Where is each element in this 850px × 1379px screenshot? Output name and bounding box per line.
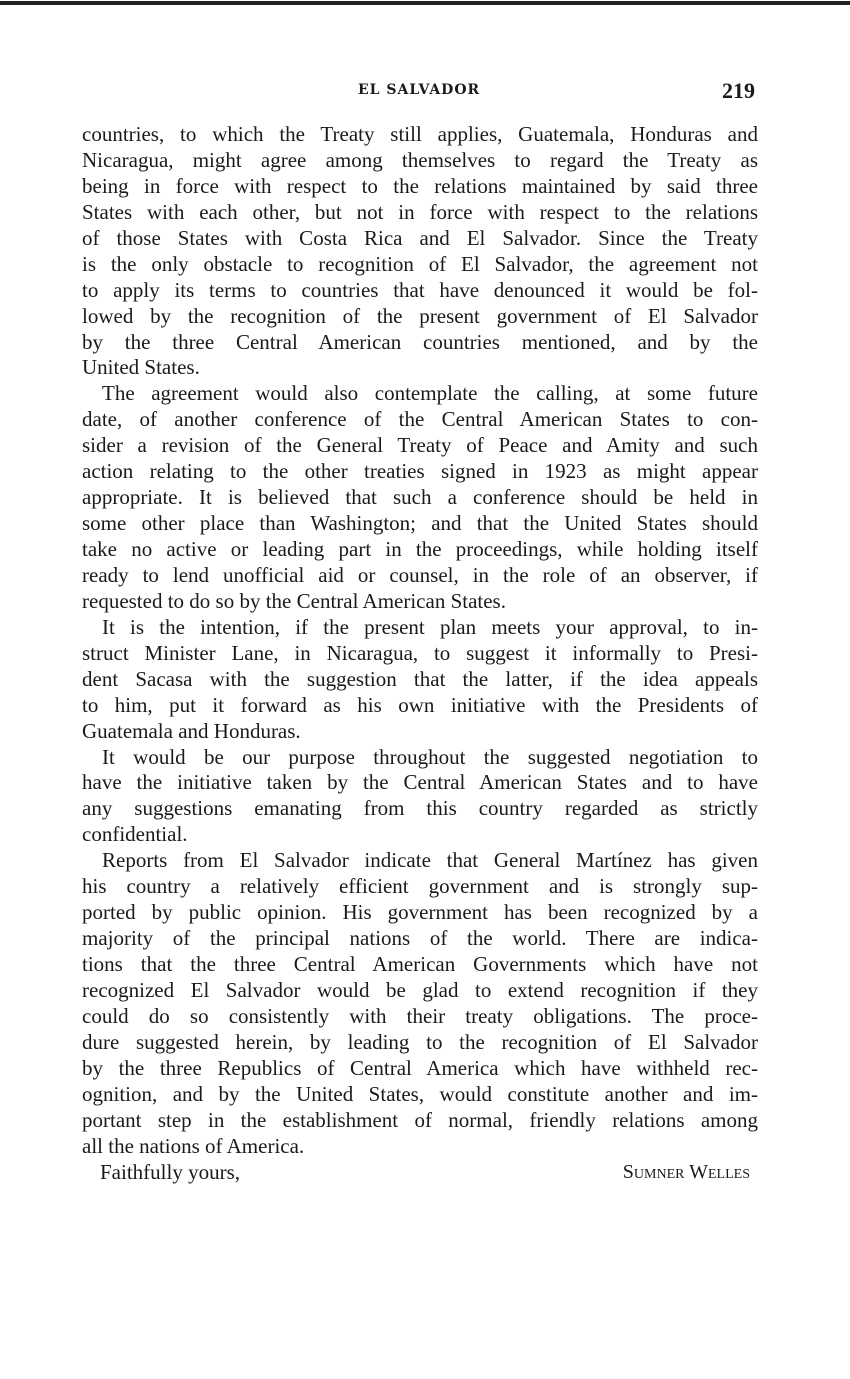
text-line: lowed by the recognition of the present government of El Salvador <box>82 303 758 328</box>
top-rule <box>0 1 850 5</box>
text-line: being in force with respect to the relations maintained by said three <box>82 173 758 198</box>
text-line: have the initiative taken by the Central American States and to have <box>82 770 758 795</box>
text-line: his country a relatively efficient government and is strongly sup- <box>82 874 758 899</box>
text-line: It is the intention, if the present plan meets your approval, to in- <box>102 614 758 639</box>
text-line: some other place than Washington; and that the United States should <box>82 511 758 536</box>
paragraph <box>82 614 758 744</box>
text-line: action relating to the other treaties signed in 1923 as might appear <box>82 459 758 484</box>
text-line: to him, put it forward as his own initiative with the Presidents of <box>82 692 758 717</box>
paragraph <box>82 744 758 848</box>
text-line: to apply its terms to countries that have denounced it would be fol- <box>82 277 758 302</box>
text-line: tions that the three Central American Governments which have not <box>82 952 758 976</box>
text-line: all the nations of America. <box>82 1133 305 1158</box>
text-line: States with each other, but not in force with respect to the relations <box>82 199 758 224</box>
text-line: United States. <box>82 355 200 380</box>
salutation: Faithfully yours, <box>100 1159 240 1184</box>
text-line: ported by public opinion. His government has been recognized by a <box>82 900 758 925</box>
text-line: ognition, and by the United States, would constitute another and im- <box>82 1081 758 1106</box>
text-line: sider a revision of the General Treaty of Peace and Amity and such <box>82 433 758 458</box>
document-body <box>82 121 758 1185</box>
text-line: is the only obstacle to recognition of El Salvador, the agreement not <box>82 251 758 276</box>
text-line: by the three Central American countries mentioned, and by the <box>82 329 758 354</box>
paragraph <box>82 847 758 1158</box>
text-line: dent Sacasa with the suggestion that the latter, if the idea appeals <box>82 666 758 691</box>
text-line: countries, to which the Treaty still applies, Guatemala, Honduras and <box>82 122 758 146</box>
text-line: Reports from El Salvador indicate that General Martínez has given <box>102 848 758 873</box>
text-line: Guatemala and Honduras. <box>82 718 301 743</box>
letter-closing <box>82 1159 758 1185</box>
signature: Sumner Welles <box>622 1160 750 1183</box>
text-line: of those States with Costa Rica and El Salvador. Since the Treaty <box>82 225 758 250</box>
text-line: could do so consistently with their treaty obligations. The proce- <box>82 1003 758 1028</box>
text-line: The agreement would also contemplate the calling, at some future <box>102 381 758 406</box>
text-line: ready to lend unofficial aid or counsel, in the role of an observer, if <box>82 562 758 587</box>
paragraph <box>82 121 758 380</box>
text-line: recognized El Salvador would be glad to extend recognition if they <box>82 977 758 1002</box>
text-line: confidential. <box>82 822 188 847</box>
text-line: Nicaragua, might agree among themselves to regard the Treaty as <box>82 147 758 172</box>
text-line: portant step in the establishment of normal, friendly relations among <box>82 1107 758 1132</box>
text-line: take no active or leading part in the proceedings, while holding itself <box>82 537 758 561</box>
page-number: 219 <box>722 78 755 103</box>
text-line: any suggestions emanating from this country regarded as strictly <box>82 796 758 821</box>
running-head <box>0 78 850 108</box>
text-line: appropriate. It is believed that such a conference should be held in <box>82 485 758 510</box>
text-line: date, of another conference of the Central American States to con- <box>82 407 758 432</box>
text-line: requested to do so by the Central American States. <box>82 588 506 613</box>
paragraph <box>82 380 758 613</box>
text-line: struct Minister Lane, in Nicaragua, to suggest it informally to Presi- <box>82 640 758 665</box>
text-line: It would be our purpose throughout the suggested negotiation to <box>102 744 758 769</box>
text-line: dure suggested herein, by leading to the recognition of El Salvador <box>82 1029 758 1054</box>
text-line: by the three Republics of Central America which have withheld rec- <box>82 1055 758 1080</box>
running-head-title: EL SALVADOR <box>358 82 481 98</box>
text-line: majority of the principal nations of the world. There are indica- <box>82 926 758 951</box>
